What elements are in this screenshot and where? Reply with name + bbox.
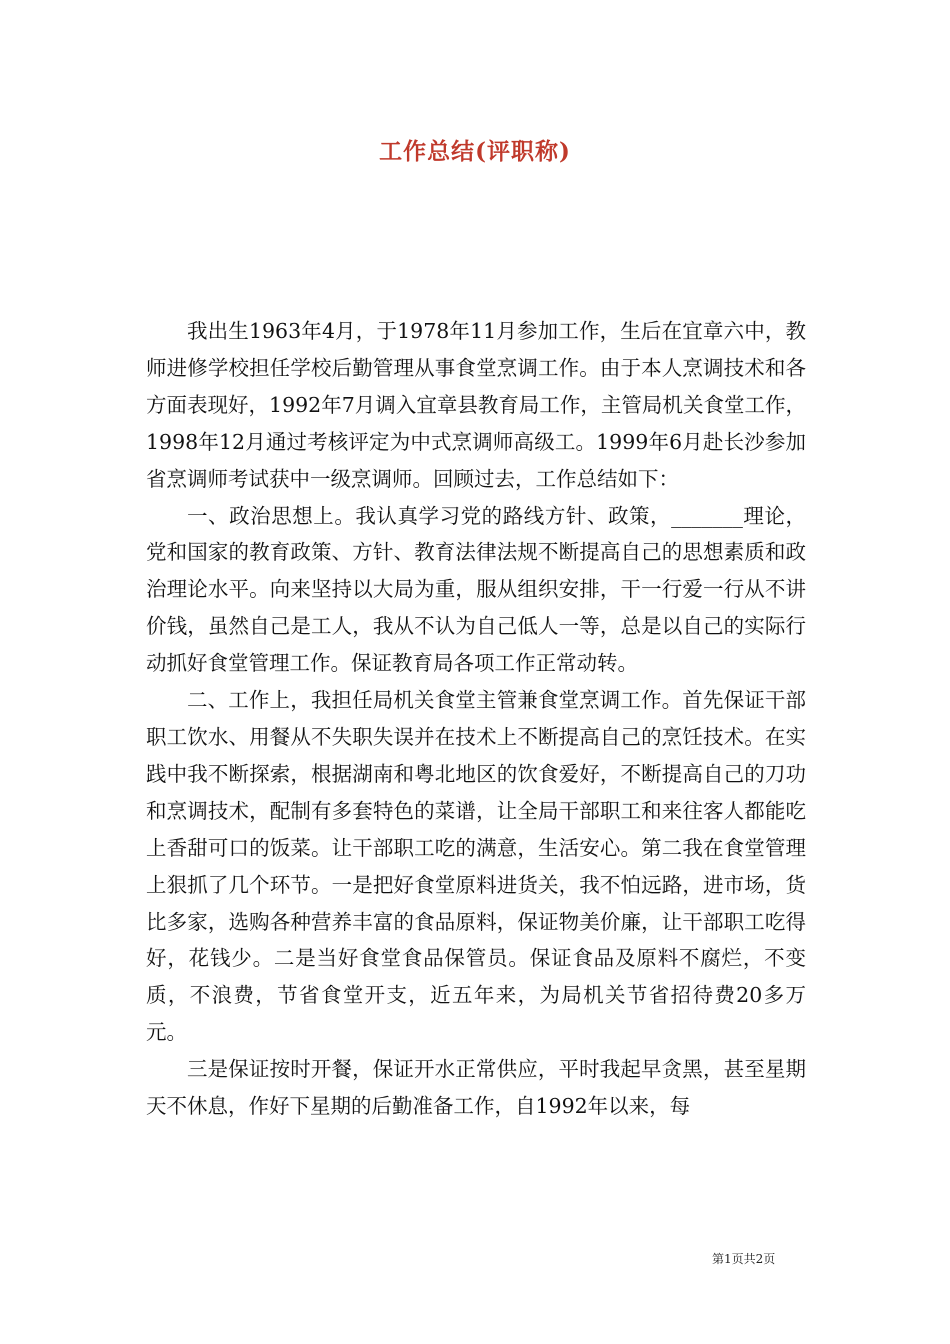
document-body <box>146 313 806 1125</box>
paragraph-meals: 三是保证按时开餐，保证开水正常供应，平时我起早贪黑，甚至星期天不休息，作好下星期的后勤准备工作，自1992年以来，每 <box>146 1057 806 1119</box>
page-number: 第1页共2页 <box>712 1252 776 1266</box>
paragraph-work: 二、工作上，我担任局机关食堂主管兼食堂烹调工作。首先保证干部职工饮水、用餐从不失职失误并在技术上不断提高自己的烹饪技术。在实践中我不断探索，根据湖南和粤北地区的饮食爱好，不断提高自己的刀功和烹调技术，配制有多套特色的菜谱，让全局干部职工和来往客人都能吃上香甜可口的饭菜。让干部职工吃的满意，生活安心。第二我在食堂管理上狠抓了几个环节。一是把好食堂原料进货关，我不怕远路，进市场，货比多家，选购各种营养丰富的食品原料，保证物美价廉，让干部职工吃得好，花钱少。二是当好食堂食品保管员。保证食品及原料不腐烂，不变质，不浪费，节省食堂开支，近五年来，为局机关节省招待费20多万元。 <box>146 688 806 1045</box>
document-title: 工作总结(评职称) <box>379 138 571 165</box>
paragraph-political: 一、政治思想上。我认真学习党的路线方针、政策，_______理论，党和国家的教育政策、方针、教育法律法规不断提高自己的思想素质和政治理论水平。向来坚持以大局为重，服从组织安排，干一行爱一行从不讲价钱，虽然自己是工人，我从不认为自己低人一等，总是以自己的实际行动抓好食堂管理工作。保证教育局各项工作正常动转。 <box>146 503 806 676</box>
paragraph-intro: 我出生1963年4月，于1978年11月参加工作，生后在宜章六中，教师进修学校担任学校后勤管理从事食堂烹调工作。由于本人烹调技术和各方面表现好，1992年7月调入宜章县教育局工作，主管局机关食堂工作，1998年12月通过考核评定为中式烹调师高级工。1999年6月赴长沙参加省烹调师考试获中一级烹调师。回顾过去，工作总结如下： <box>146 319 806 491</box>
